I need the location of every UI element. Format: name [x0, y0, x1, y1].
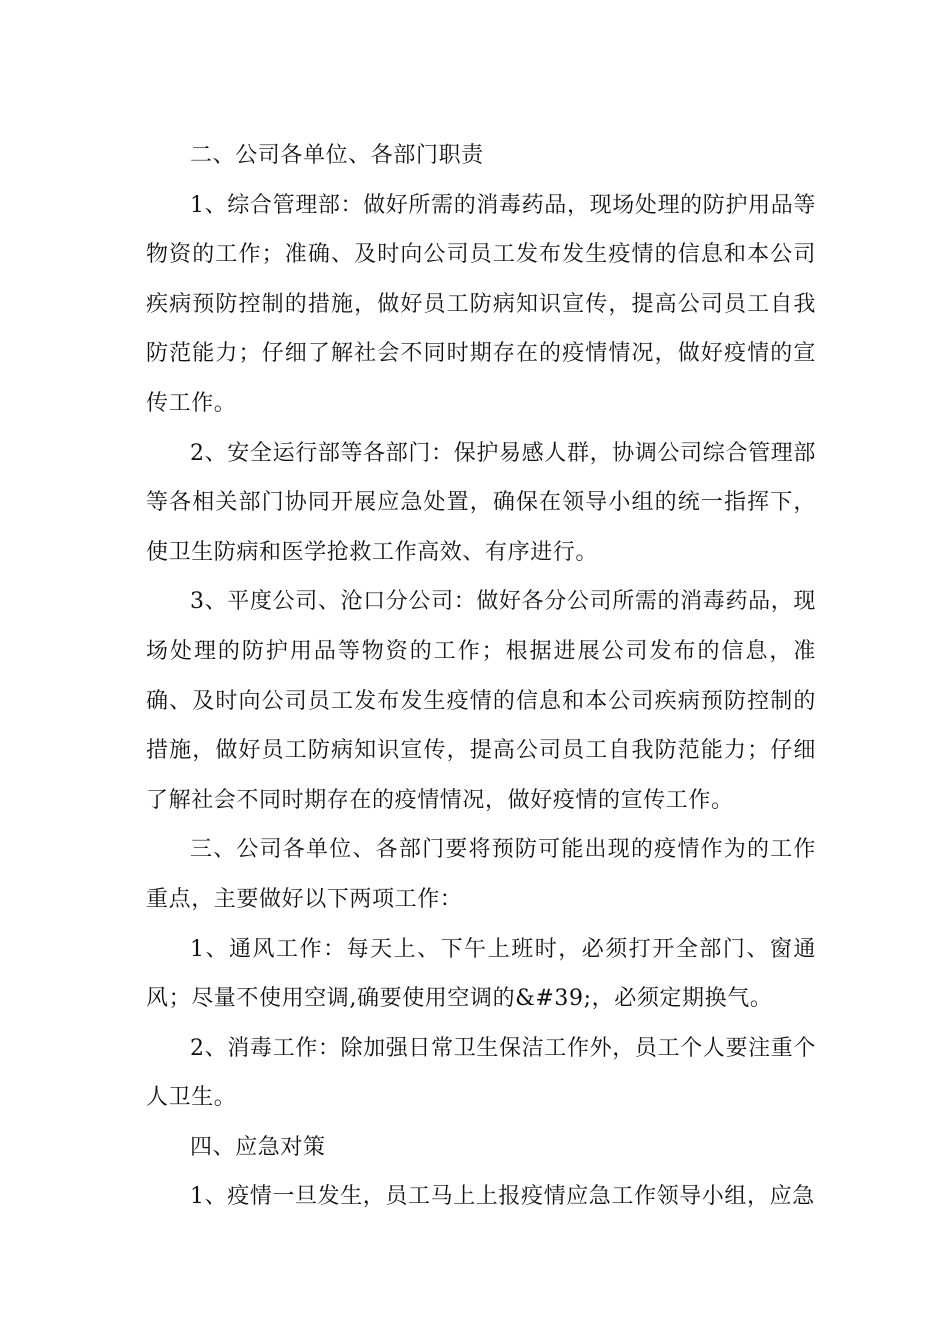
paragraph-general-management: 1、综合管理部：做好所需的消毒药品，现场处理的防护用品等物资的工作；准确、及时向公司员工发布发生疫情的信息和本公司疾病预防控制的措施，做好员工防病知识宣传，提高公司员工自我防范能力；仔细了解社会不同时期存在的疫情情况，做好疫情的宣传工作。 [146, 192, 816, 416]
paragraph-ventilation: 1、通风工作：每天上、下午上班时，必须打开全部门、窗通风；尽量不使用空调,确要使用空调的&#39;，必须定期换气。 [146, 936, 816, 1012]
document-body [146, 131, 816, 1222]
paragraph-disinfection: 2、消毒工作：除加强日常卫生保洁工作外，员工个人要注重个人卫生。 [146, 1035, 816, 1111]
section-heading-prevention: 三、公司各单位、各部门要将预防可能出现的疫情作为的工作重点，主要做好以下两项工作： [146, 837, 816, 912]
paragraph-branch-companies: 3、平度公司、沧口分公司：做好各分公司所需的消毒药品，现场处理的防护用品等物资的工作；根据进展公司发布的信息，准确、及时向公司员工发布发生疫情的信息和本公司疾病预防控制的措施，做好员工防病知识宣传，提高公司员工自我防范能力；仔细了解社会不同时期存在的疫情情况，做好疫情的宣传工作。 [146, 589, 816, 813]
section-heading-emergency: 四、应急对策 [190, 1134, 326, 1160]
section-heading-responsibilities: 二、公司各单位、各部门职责 [190, 143, 484, 168]
paragraph-outbreak-report: 1、疫情一旦发生，员工马上上报疫情应急工作领导小组，应急 [190, 1184, 815, 1210]
paragraph-safety-operations: 2、安全运行部等各部门：保护易感人群，协调公司综合管理部等各相关部门协同开展应急处置，确保在领导小组的统一指挥下，使卫生防病和医学抢救工作高效、有序进行。 [146, 440, 816, 565]
